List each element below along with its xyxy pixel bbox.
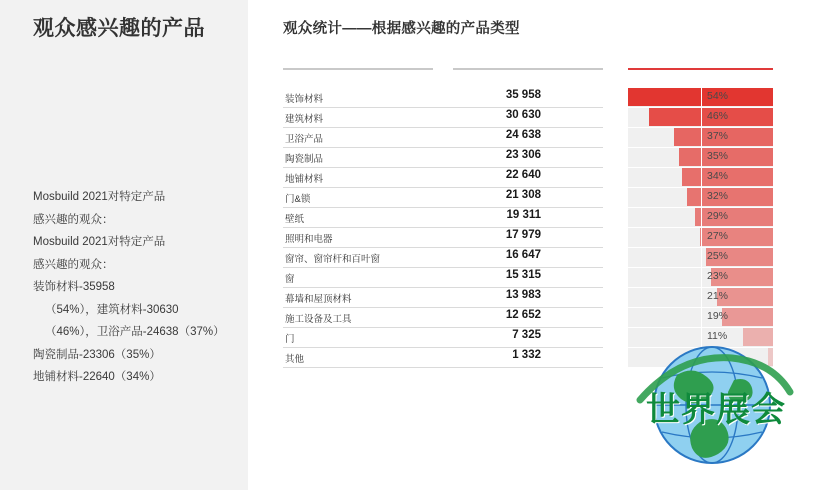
value-label: 30 630 (505, 109, 541, 121)
value-label: 23 306 (505, 149, 541, 161)
value-label: 35 958 (505, 89, 541, 101)
category-label: 门 (285, 334, 295, 345)
page-title: 观众感兴趣的产品 (33, 17, 205, 40)
percent-divider (701, 168, 702, 188)
value-label: 1 332 (512, 349, 541, 361)
description-line: 感兴趣的观众： (33, 213, 114, 226)
chart-row (283, 308, 773, 328)
divider-value-column (453, 68, 603, 70)
chart-row (283, 248, 773, 268)
category-label: 窗帘、窗帘杆和百叶窗 (285, 254, 381, 265)
category-label: 门&锁 (285, 194, 311, 205)
category-label: 建筑材料 (285, 114, 324, 125)
value-label: 15 315 (505, 269, 541, 281)
percent-divider (701, 188, 702, 208)
category-label: 窗 (285, 274, 295, 285)
percent-label: 23% (707, 270, 729, 282)
value-label: 17 979 (505, 229, 541, 241)
percent-divider (701, 208, 702, 228)
chart-row (283, 148, 773, 168)
chart-row (283, 128, 773, 148)
percent-divider (701, 228, 702, 248)
percent-divider (701, 128, 702, 148)
value-label: 22 640 (505, 169, 541, 181)
percent-label: 29% (707, 210, 729, 222)
category-label: 陶瓷制品 (285, 154, 324, 165)
percent-divider (701, 268, 702, 288)
description-line: Mosbuild 2021对特定产品 (33, 236, 166, 248)
percent-label: 35% (707, 150, 729, 162)
percent-divider (701, 148, 702, 168)
panel-description (33, 186, 238, 389)
chart-row (283, 268, 773, 288)
percent-label: 32% (707, 190, 729, 202)
chart-row (283, 88, 773, 108)
percent-label: 54% (707, 90, 729, 102)
left-panel (0, 0, 248, 490)
value-label: 7 325 (512, 329, 541, 341)
category-label: 装饰材料 (285, 94, 324, 105)
description-line: （46%），卫浴产品-24638（37%） (45, 326, 225, 338)
chart-row (283, 208, 773, 228)
description-line: （54%），建筑材料-30630 (45, 303, 179, 316)
percent-divider (701, 108, 702, 128)
description-line: 陶瓷制品-23306（35%） (33, 348, 161, 361)
chart-row (283, 168, 773, 188)
percent-divider (701, 288, 702, 308)
row-divider (283, 367, 603, 368)
value-label: 13 983 (505, 289, 541, 301)
percent-divider (701, 88, 702, 108)
description-line: Mosbuild 2021对特定产品 (33, 191, 166, 203)
value-label: 19 311 (506, 209, 541, 221)
percent-label: 19% (707, 310, 729, 322)
divider-label-column (283, 68, 433, 70)
category-label: 幕墙和屋顶材料 (285, 294, 352, 305)
chart-row (283, 228, 773, 248)
percent-label: 37% (707, 130, 729, 142)
percent-label: 27% (707, 230, 729, 242)
percent-label: 34% (707, 170, 729, 182)
value-label: 21 308 (505, 189, 541, 201)
description-line: 地铺材料-22640（34%） (33, 371, 161, 383)
percent-divider (701, 308, 702, 328)
category-label: 地铺材料 (285, 174, 324, 185)
value-label: 16 647 (505, 249, 541, 261)
chart-row (283, 288, 773, 308)
percent-label: 46% (707, 110, 729, 122)
category-label: 照明和电器 (285, 234, 333, 245)
divider-bar-column (628, 68, 773, 70)
value-label: 24 638 (505, 129, 541, 141)
description-line: 装饰材料-35958 (33, 281, 115, 293)
category-label: 施工设备及工具 (285, 314, 352, 325)
logo (622, 330, 802, 480)
percent-label: 21% (707, 290, 729, 302)
value-label: 12 652 (505, 309, 541, 321)
logo-text: 世界展会 (646, 391, 786, 429)
chart-row (283, 188, 773, 208)
percent-label: 11% (707, 330, 728, 342)
description-line: 感兴趣的观众： (33, 258, 114, 271)
percent-divider (701, 248, 702, 268)
chart-title: 观众统计——根据感兴趣的产品类型 (283, 21, 520, 37)
category-label: 卫浴产品 (285, 134, 324, 145)
percent-label: 25% (707, 250, 729, 262)
chart-row (283, 108, 773, 128)
category-label: 其他 (285, 354, 305, 365)
category-label: 壁纸 (285, 214, 305, 225)
